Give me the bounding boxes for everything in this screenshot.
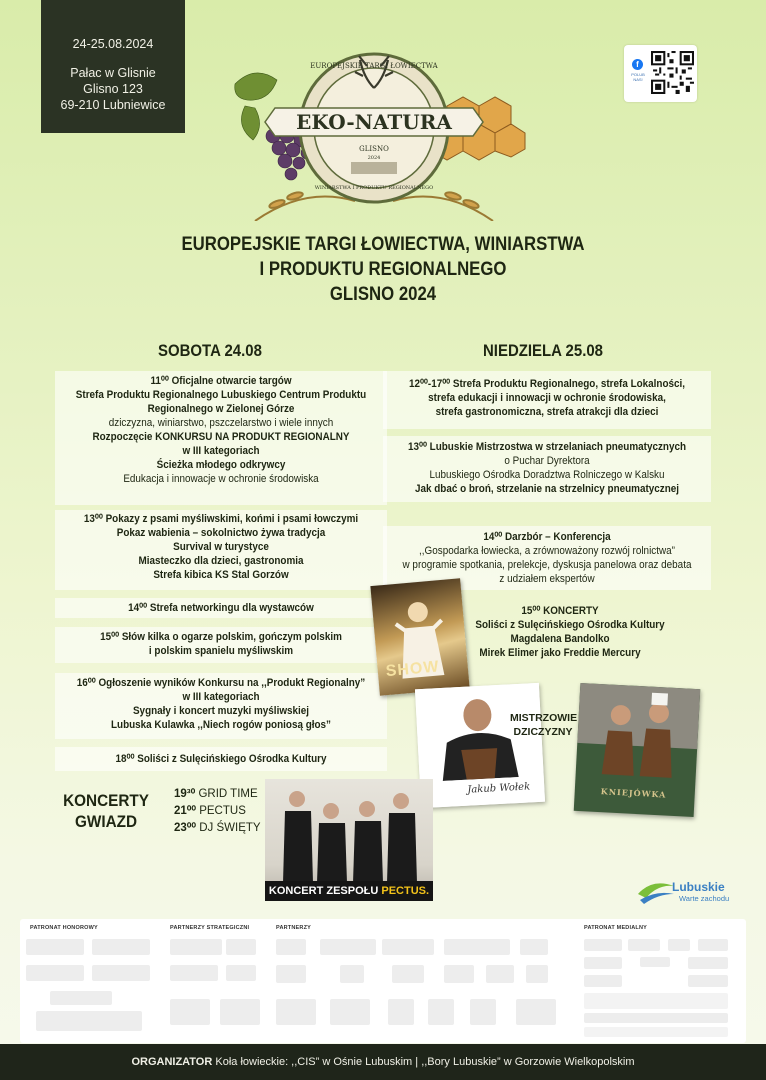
program-line: w programie spotkania, prelekcje, dyskusja panelowa oraz debata bbox=[402, 559, 692, 571]
program-line: strefa gastronomiczna, strefa atrakcji dla dzieci bbox=[435, 406, 659, 418]
saturday-block-results bbox=[55, 673, 387, 739]
program-line: dziczyzna, winiarstwo, pszczelarstwo i wiele innych bbox=[108, 417, 334, 429]
saturday-heading: SOBOTA 24.08 bbox=[158, 341, 262, 360]
partner-logo bbox=[170, 965, 218, 981]
sunday-block-concerts bbox=[466, 601, 665, 667]
saturday-block-shows bbox=[55, 510, 387, 590]
program-line: Survival w turystyce bbox=[173, 541, 269, 553]
program-line: 12⁰⁰-17⁰⁰ Strefa Produktu Regionalnego, strefa Lokalności, bbox=[408, 378, 686, 390]
partner-logo bbox=[340, 965, 364, 983]
logo-year: 2024 bbox=[367, 155, 381, 161]
partner-logo bbox=[26, 939, 84, 955]
media-logo bbox=[640, 957, 670, 967]
program-line: Rozpoczęcie KONKURSU NA PRODUKT REGIONALNY bbox=[92, 431, 350, 443]
media-logo bbox=[698, 939, 728, 951]
band-photo bbox=[265, 779, 433, 901]
band-caption bbox=[265, 881, 433, 901]
qr-caption: POLUB NAS! bbox=[631, 72, 645, 82]
concert-item bbox=[174, 786, 261, 803]
partner-logo bbox=[320, 939, 376, 955]
program-line: z udziałem ekspertów bbox=[499, 573, 595, 585]
partner-logo bbox=[444, 965, 474, 983]
program-line: Ścieżka młodego odkrywcy bbox=[156, 459, 286, 471]
program-line: Magdalena Bandolko bbox=[510, 633, 610, 645]
qr-code-icon bbox=[651, 51, 694, 94]
partner-logo bbox=[486, 965, 514, 983]
program-line: 14⁰⁰ Strefa networkingu dla wystawców bbox=[128, 602, 314, 614]
caption-line: MISTRZOWIE bbox=[510, 712, 578, 724]
partner-logo bbox=[226, 939, 256, 955]
program-line: i polskim spanielu myśliwskim bbox=[148, 645, 294, 657]
program-line: o Puchar Dyrektora bbox=[504, 455, 590, 467]
partner-logo bbox=[382, 939, 434, 955]
funding-note bbox=[584, 993, 728, 1009]
sunday-heading: NIEDZIELA 25.08 bbox=[483, 341, 603, 360]
program-line: Strefa Produktu Regionalnego Lubuskiego Centrum Produktu bbox=[75, 389, 367, 401]
partner-logo bbox=[444, 939, 510, 955]
logo-place: GLISNO bbox=[359, 145, 389, 153]
lubuskie-swoosh-icon bbox=[636, 872, 676, 908]
lubuskie-tagline: Warte zachodu bbox=[679, 894, 730, 903]
heading-line: KONCERTY bbox=[63, 791, 149, 810]
partner-logo bbox=[276, 939, 306, 955]
partner-logo bbox=[92, 965, 150, 981]
venue-line: Glisno 123 bbox=[83, 82, 143, 96]
concert-item bbox=[174, 803, 261, 820]
partners-section bbox=[20, 919, 746, 1043]
lubuskie-logo bbox=[636, 872, 736, 908]
event-info-box bbox=[41, 0, 185, 133]
strategic-partners-heading: PARTNERZY STRATEGICZNI bbox=[170, 925, 250, 931]
program-line: Lubuska Kulawka ,,Niech rogów poniosą głos” bbox=[110, 719, 332, 731]
lubuskie-name: Lubuskie bbox=[672, 880, 725, 894]
sunday-block-zones bbox=[383, 371, 711, 429]
page-title bbox=[54, 232, 713, 307]
kniejowka-photo bbox=[574, 683, 701, 817]
concert-item bbox=[174, 820, 261, 837]
logo-name: EKO-NATURA bbox=[296, 110, 452, 134]
concert-act: GRID TIME bbox=[198, 788, 258, 800]
program-line: 11⁰⁰ Oficjalne otwarcie targów bbox=[150, 375, 292, 387]
program-line: 14⁰⁰ Darzbór – Konferencja bbox=[483, 531, 611, 543]
media-logo bbox=[628, 939, 660, 951]
event-dates: 24-25.08.2024 bbox=[72, 37, 154, 51]
program-line: Soliści z Sulęcińskiego Ośrodka Kultury bbox=[475, 619, 665, 631]
heading-line: GWIAZD bbox=[74, 812, 138, 831]
partner-logo bbox=[220, 999, 260, 1025]
partner-logo bbox=[92, 939, 150, 955]
partner-logo bbox=[520, 939, 548, 955]
program-line: strefa edukacji i innowacji w ochronie środowiska, bbox=[428, 392, 666, 404]
eu-funding-logos bbox=[584, 1013, 728, 1023]
program-line: 16⁰⁰ Ogłoszenie wyników Konkursu na ,,Produkt Regionalny” bbox=[76, 677, 366, 689]
concert-time: 21⁰⁰ bbox=[174, 805, 197, 817]
sunday-block-shooting bbox=[383, 436, 711, 502]
media-logo bbox=[584, 957, 622, 969]
organizer-footer bbox=[0, 1044, 766, 1080]
partner-logo bbox=[170, 939, 222, 955]
saturday-block-networking bbox=[55, 598, 387, 618]
program-line: Jak dbać o broń, strzelanie na strzelnicy pneumatycznej bbox=[414, 483, 680, 495]
organizer-label: ORGANIZATOR bbox=[131, 1056, 213, 1068]
kniejowka-text: KNIEJÓWKA bbox=[600, 786, 667, 800]
media-logo bbox=[668, 939, 690, 951]
eko-natura-logo bbox=[215, 36, 533, 221]
saturday-block-opening bbox=[55, 371, 387, 505]
partner-logo bbox=[50, 991, 112, 1005]
logo-ring-bottom: WINIARSTWA I PRODUKTU REGIONALNEGO bbox=[314, 185, 434, 191]
program-line: Lubuskiego Ośrodka Doradztwa Rolniczego w Kalsku bbox=[429, 469, 665, 481]
partner-logo bbox=[26, 965, 84, 981]
media-patronage-heading: PATRONAT MEDIALNY bbox=[584, 925, 647, 931]
program-line: 15⁰⁰ Słów kilka o ogarze polskim, gończym polskim bbox=[100, 631, 342, 643]
program-line: Pokaz wabienia – sokolnictwo żywa tradycja bbox=[116, 527, 326, 539]
partner-logo bbox=[470, 999, 496, 1025]
partners-heading: PARTNERZY bbox=[276, 925, 312, 931]
concert-time: 19³⁰ bbox=[174, 788, 196, 800]
media-logo bbox=[584, 939, 622, 951]
concert-act: PECTUS bbox=[199, 805, 246, 817]
masters-caption bbox=[510, 711, 576, 739]
partner-logo bbox=[516, 999, 556, 1025]
qr-code-box[interactable] bbox=[624, 45, 697, 102]
partner-logo bbox=[276, 999, 316, 1025]
program-line: 13⁰⁰ Lubuskie Mistrzostwa w strzelaniach pneumatycznych bbox=[407, 441, 687, 453]
caption-line: DZICZYZNY bbox=[513, 726, 573, 738]
funding-note bbox=[584, 1027, 728, 1037]
logo-ring-top: EUROPEJSKIE TARGI ŁOWIECTWA bbox=[310, 62, 438, 70]
partner-logo bbox=[526, 965, 548, 983]
partner-logo bbox=[36, 1011, 142, 1031]
saturday-block-soloists bbox=[55, 747, 387, 771]
saturday-block-dogs bbox=[55, 627, 387, 663]
media-logo bbox=[584, 975, 622, 987]
partner-logo bbox=[276, 965, 306, 983]
partner-logo bbox=[392, 965, 424, 983]
venue-line: 69-210 Lubniewice bbox=[60, 98, 166, 112]
program-line: 18⁰⁰ Soliści z Sulęcińskiego Ośrodka Kultury bbox=[115, 753, 327, 765]
concerts-heading bbox=[56, 790, 157, 832]
band-caption-text: KONCERT ZESPOŁU bbox=[268, 885, 382, 897]
title-line: GLISNO 2024 bbox=[329, 283, 437, 305]
program-line: Edukacja i innowacje w ochronie środowiska bbox=[123, 473, 319, 485]
organizer-text: Koła łowieckie: ,,CIS” w Ośnie Lubuskim | ,,Bory Lubuskie” w Gorzowie Wielkopolskim bbox=[212, 1056, 635, 1068]
chef-signature: Jakub Wołek bbox=[467, 781, 531, 796]
show-text: SHOW bbox=[385, 658, 441, 681]
venue-line: Pałac w Glisnie bbox=[70, 66, 156, 80]
honorary-patronage-heading: PATRONAT HONOROWY bbox=[30, 925, 98, 931]
title-line: I PRODUKTU REGIONALNEGO bbox=[259, 258, 507, 280]
show-poster-image bbox=[370, 578, 469, 695]
concert-time: 23⁰⁰ bbox=[174, 822, 197, 834]
partner-logo bbox=[226, 965, 256, 981]
band-caption-name: PECTUS. bbox=[381, 885, 430, 897]
program-line: Regionalnego w Zielonej Górze bbox=[147, 403, 295, 415]
chef-photo bbox=[415, 683, 545, 808]
facebook-icon: f bbox=[632, 59, 643, 70]
program-line: Strefa kibica KS Stal Gorzów bbox=[153, 569, 289, 581]
partner-logo bbox=[170, 999, 210, 1025]
partner-logo bbox=[330, 999, 370, 1025]
media-logo bbox=[688, 957, 728, 969]
program-line: Miasteczko dla dzieci, gastronomia bbox=[138, 555, 304, 567]
program-line: 13⁰⁰ Pokazy z psami myśliwskimi, końmi i psami łowczymi bbox=[83, 513, 359, 525]
band-members-icon bbox=[265, 779, 433, 883]
program-line: w III kategoriach bbox=[182, 445, 260, 457]
program-line: w III kategoriach bbox=[182, 691, 260, 703]
program-line: Sygnały i koncert muzyki myśliwskiej bbox=[132, 705, 310, 717]
program-line: Mirek Elimer jako Freddie Mercury bbox=[479, 647, 641, 659]
partner-logo bbox=[388, 999, 414, 1025]
concerts-list bbox=[174, 786, 261, 837]
concert-act: DJ ŚWIĘTY bbox=[199, 822, 261, 834]
partner-logo bbox=[428, 999, 454, 1025]
program-line: 15⁰⁰ KONCERTY bbox=[521, 605, 599, 617]
media-logo bbox=[688, 975, 728, 987]
program-line: ,,Gospodarka łowiecka, a zrównoważony rozwój rolnictwa” bbox=[419, 545, 675, 557]
title-line: EUROPEJSKIE TARGI ŁOWIECTWA, WINIARSTWA bbox=[181, 233, 585, 255]
